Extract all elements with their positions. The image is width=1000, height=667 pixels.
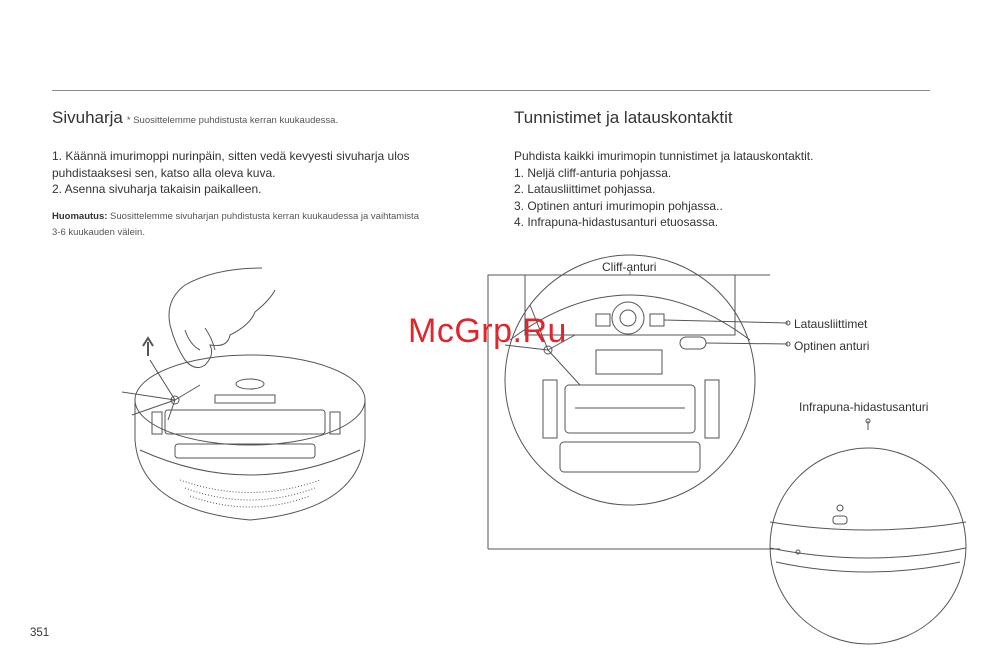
note-label: Huomautus: bbox=[52, 210, 108, 222]
callout-charging-contacts: Latausliittimet bbox=[794, 317, 868, 331]
side-brush-removal-illustration bbox=[122, 268, 365, 520]
infrared-sensor-window bbox=[833, 516, 847, 524]
hand-finger-line bbox=[205, 328, 215, 350]
sensors-line: Puhdista kaikki imurimopin tunnistimet ja latauskontaktit. bbox=[514, 149, 814, 163]
dustbin bbox=[560, 442, 700, 472]
robot-brush-bay bbox=[165, 410, 325, 434]
optical-leader bbox=[706, 343, 788, 344]
sensors-line: 3. Optinen anturi imurimopin pohjassa.. bbox=[514, 198, 723, 213]
callout-cliff-sensor: Cliff-anturi bbox=[602, 260, 657, 274]
watermark: McGrp.Ru bbox=[408, 312, 567, 350]
note-text-line2: 3-6 kuukauden välein. bbox=[52, 226, 145, 238]
pull-up-arrow bbox=[143, 338, 153, 356]
infrared-zoom-illustration bbox=[770, 448, 966, 644]
charging-leader bbox=[664, 320, 788, 323]
side-brush bbox=[122, 360, 200, 420]
side-brush-heading: Sivuharja bbox=[52, 108, 123, 127]
optical-sensor bbox=[680, 337, 706, 349]
robot-dustbin bbox=[175, 444, 315, 458]
drive-wheel-left bbox=[543, 380, 557, 438]
charging-contact-left bbox=[596, 314, 610, 326]
callout-optical-sensor: Optinen anturi bbox=[794, 339, 870, 353]
zoom-top-edge bbox=[770, 522, 966, 530]
sensors-line: 2. Latausliittimet pohjassa. bbox=[514, 182, 656, 196]
caster-wheel bbox=[612, 302, 644, 334]
sensors-line: 4. Infrapuna-hidastusanturi etuosassa. bbox=[514, 215, 719, 229]
side-brush-step-line: 1. Käännä imurimoppi nurinpäin, sitten vedä kevyesti sivuharja ulos bbox=[52, 149, 410, 163]
hand-outline bbox=[169, 268, 275, 368]
zoom-circle bbox=[770, 448, 966, 644]
robot-grille bbox=[180, 480, 320, 507]
infrared-sensor-dot bbox=[837, 505, 843, 511]
charging-contact-right bbox=[650, 314, 664, 326]
side-brush-step-line: 2. Asenna sivuharja takaisin paikalleen. bbox=[52, 182, 262, 196]
drive-wheel-right bbox=[705, 380, 719, 438]
robot-bumper-line bbox=[140, 450, 360, 475]
robot-wheel-left bbox=[152, 412, 162, 434]
hand-finger-line bbox=[185, 330, 200, 350]
caster-hub bbox=[620, 310, 636, 326]
main-brush-bay bbox=[565, 385, 695, 433]
bottom-label-plate bbox=[596, 350, 662, 374]
sensors-heading: Tunnistimet ja latauskontaktit bbox=[514, 108, 733, 127]
robot-wheel-center bbox=[236, 379, 264, 389]
side-brush-step-line: puhdistaaksesi sen, katso alla oleva kuva. bbox=[52, 165, 276, 180]
page-number: 351 bbox=[30, 627, 50, 639]
sensors-line: 1. Neljä cliff-anturia pohjassa. bbox=[514, 165, 672, 180]
side-brush-heading-note: * Suosittelemme puhdistusta kerran kuukaudessa. bbox=[126, 115, 339, 126]
callout-infrared-sensor: Infrapuna-hidastusanturi bbox=[799, 400, 929, 414]
note-text-line1: Suosittelemme sivuharjan puhdistusta kerran kuukaudessa ja vaihtamista bbox=[107, 210, 419, 222]
zoom-bumper-lower bbox=[776, 562, 960, 572]
robot-label-plate bbox=[215, 395, 275, 403]
